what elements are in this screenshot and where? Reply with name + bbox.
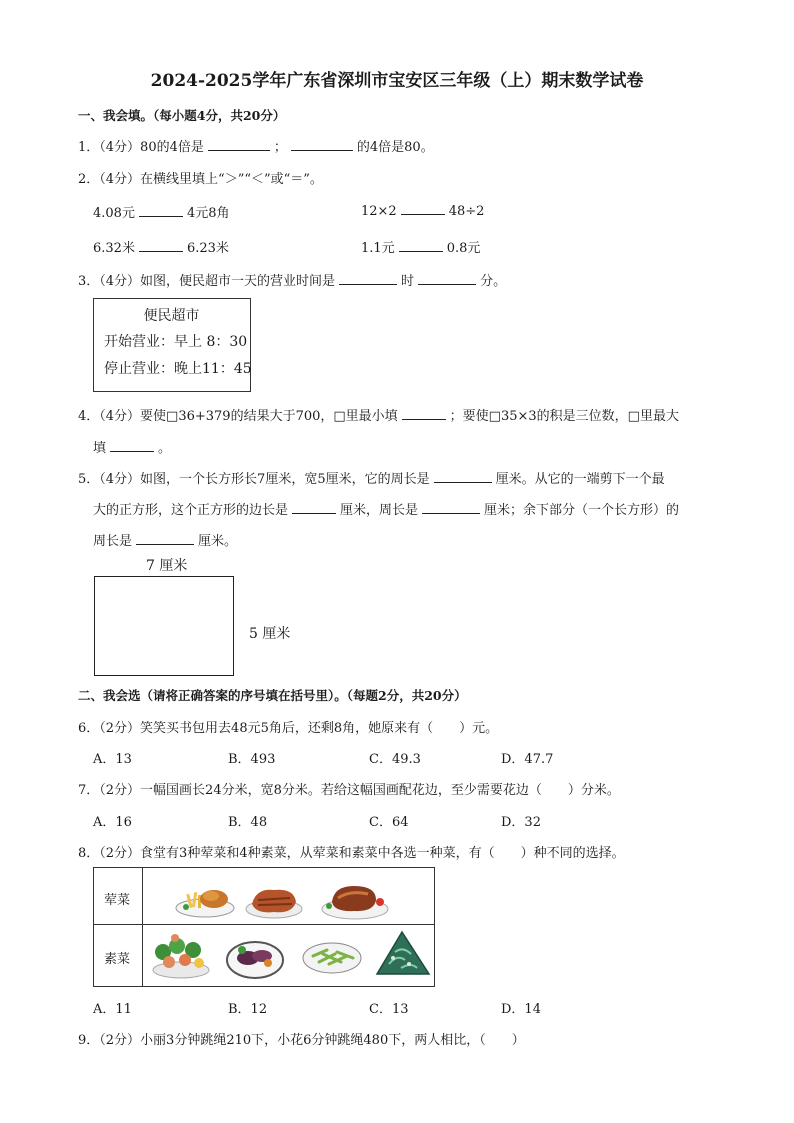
rectangle-figure xyxy=(94,576,234,676)
compare-right: 0.8元 xyxy=(446,241,481,256)
option-c[interactable]: C．64 xyxy=(369,815,409,830)
question-5-text: 厘米。从它的一端剪下一个最 xyxy=(495,472,665,487)
question-4-text: ；要使□35×3的积是三位数，□里最大 xyxy=(449,409,679,424)
option-a[interactable]: A．13 xyxy=(93,752,132,767)
question-1-separator: ； xyxy=(273,140,287,155)
option-d[interactable]: D．14 xyxy=(501,1002,541,1017)
leafy-greens-dish-icon xyxy=(371,928,433,982)
answer-blank[interactable] xyxy=(139,204,183,217)
option-b[interactable]: B．12 xyxy=(228,1002,268,1017)
question-1 xyxy=(78,136,434,155)
compare-left: 6.32米 xyxy=(93,241,135,256)
answer-blank[interactable] xyxy=(422,501,480,514)
question-1-text-end: 的4倍是80。 xyxy=(356,140,434,155)
answer-blank[interactable] xyxy=(434,470,492,483)
question-4-line-1 xyxy=(78,405,679,424)
answer-blank[interactable] xyxy=(110,439,154,452)
answer-blank[interactable] xyxy=(339,272,397,285)
steak-dish-icon xyxy=(320,878,390,920)
table-divider xyxy=(94,924,434,925)
option-c[interactable]: C．13 xyxy=(369,1002,409,1017)
market-open-time: 开始营业：早上 8：30 xyxy=(104,334,248,350)
page-title: 2024-2025学年广东省深圳市宝安区三年级（上）期末数学试卷 xyxy=(150,71,644,91)
pork-chop-dish-icon xyxy=(244,882,304,920)
option-a[interactable]: A．11 xyxy=(93,1002,132,1017)
compare-left: 1.1元 xyxy=(361,241,395,256)
market-close-time: 停止营业：晚上11：45 xyxy=(104,361,252,377)
question-8: 8．（2分）食堂有3种荤菜和4种素菜，从荤菜和素菜中各选一种菜，有（ ）种不同的选择。 xyxy=(78,846,625,861)
question-5-text: 大的正方形，这个正方形的边长是 xyxy=(93,503,289,518)
table-divider xyxy=(142,868,143,986)
answer-blank[interactable] xyxy=(291,138,353,151)
question-5-text: 厘米；余下部分（一个长方形）的 xyxy=(484,503,680,518)
option-a[interactable]: A．16 xyxy=(93,815,132,830)
question-6: 6．（2分）笑笑买书包用去48元5角后，还剩8角，她原来有（ ）元。 xyxy=(78,721,499,736)
option-d[interactable]: D．32 xyxy=(501,815,541,830)
meat-dishes-label: 荤菜 xyxy=(104,893,131,908)
compare-left: 12×2 xyxy=(361,204,397,219)
question-5-text: 周长是 xyxy=(93,534,133,549)
question-7: 7．（2分）一幅国画长24分米，宽8分米。若给这幅国画配花边，至少需要花边（ ）分米。 xyxy=(78,783,620,798)
question-4-text: 填 xyxy=(93,441,107,456)
answer-blank[interactable] xyxy=(292,501,336,514)
question-3-unit: 时 xyxy=(401,274,415,289)
option-b[interactable]: B．48 xyxy=(228,815,268,830)
answer-blank[interactable] xyxy=(208,138,270,151)
answer-blank[interactable] xyxy=(418,272,476,285)
question-5-text: 5．（4分）如图，一个长方形长7厘米，宽5厘米，它的周长是 xyxy=(78,472,430,487)
compare-right: 4元8角 xyxy=(186,206,230,221)
green-bean-dish-icon xyxy=(301,936,363,976)
section-heading-choose: 二、我会选（请将正确答案的序号填在括号里）。（每题2分，共20分） xyxy=(78,688,467,703)
market-name: 便民超市 xyxy=(143,308,200,324)
question-5-line-3 xyxy=(93,530,237,549)
question-5-text: 厘米，周长是 xyxy=(340,503,419,518)
compare-item-d xyxy=(361,237,480,256)
question-5-line-1 xyxy=(78,468,665,487)
fried-chicken-dish-icon xyxy=(174,880,236,918)
question-9: 9．（2分）小丽3分钟跳绳210下，小花6分钟跳绳480下，两人相比，（ ） xyxy=(78,1033,525,1048)
question-5-text: 厘米。 xyxy=(198,534,238,549)
answer-blank[interactable] xyxy=(402,407,446,420)
question-3-text: 3．（4分）如图，便民超市一天的营业时间是 xyxy=(78,274,336,289)
dish-table xyxy=(93,867,435,987)
market-hours-sign xyxy=(93,298,251,392)
question-3 xyxy=(78,270,506,289)
rectangle-width-label: 5 厘米 xyxy=(249,626,291,642)
answer-blank[interactable] xyxy=(401,202,445,215)
compare-item-b xyxy=(361,202,484,219)
question-4-text: 。 xyxy=(158,441,172,456)
answer-blank[interactable] xyxy=(136,532,194,545)
mixed-vegetable-dish-icon xyxy=(149,930,213,980)
option-c[interactable]: C．49.3 xyxy=(369,752,421,767)
option-d[interactable]: D．47.7 xyxy=(501,752,554,767)
question-2: 2．（4分）在横线里填上“＞”“＜”或“＝”。 xyxy=(78,172,323,187)
rectangle-length-label: 7 厘米 xyxy=(146,558,188,574)
section-heading-fill: 一、我会填。（每小题4分，共20分） xyxy=(78,108,286,123)
compare-left: 4.08元 xyxy=(93,206,135,221)
question-4-text: 4．（4分）要使□36+379的结果大于700，□里最小填 xyxy=(78,409,398,424)
compare-item-c xyxy=(93,237,229,256)
question-3-unit-end: 分。 xyxy=(480,274,507,289)
question-4-line-2 xyxy=(93,437,171,456)
vegetable-dishes-label: 素菜 xyxy=(104,952,131,967)
answer-blank[interactable] xyxy=(399,239,443,252)
compare-right: 6.23米 xyxy=(186,241,229,256)
option-b[interactable]: B．493 xyxy=(228,752,276,767)
eggplant-dish-icon xyxy=(224,932,286,980)
compare-right: 48÷2 xyxy=(448,204,485,219)
question-5-line-2 xyxy=(93,499,679,518)
question-1-text: 1．（4分）80的4倍是 xyxy=(78,140,204,155)
compare-item-a xyxy=(93,202,230,221)
answer-blank[interactable] xyxy=(139,239,183,252)
